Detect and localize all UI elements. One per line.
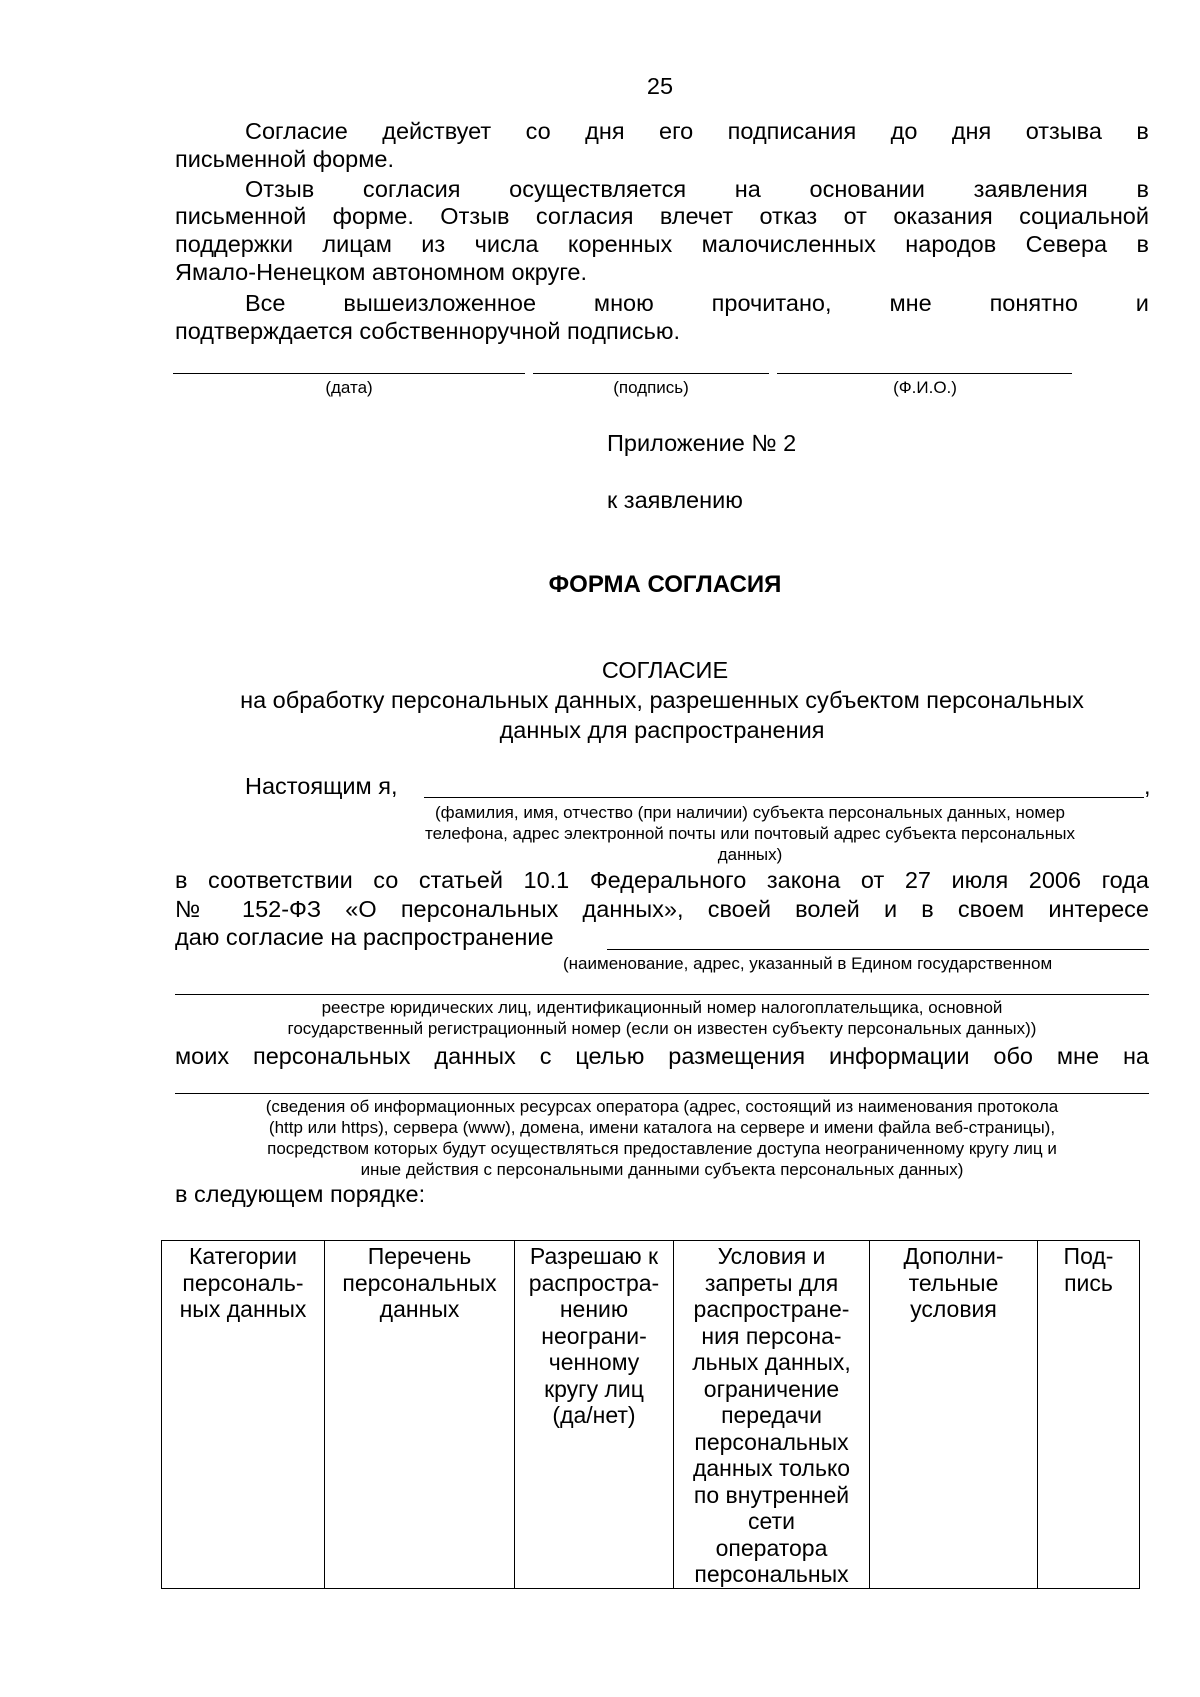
resource-hint-line1: (сведения об информационных ресурсах оператора (адрес, состоящий из наименования протокола bbox=[265, 1097, 1059, 1116]
header-signature: Под- пись bbox=[1038, 1241, 1140, 1589]
consent-table bbox=[161, 1240, 1140, 1589]
header-list: Перечень персональных данных bbox=[325, 1241, 515, 1589]
appendix-subtitle: к заявлению bbox=[607, 487, 743, 513]
subject-hint-line3: данных) bbox=[717, 845, 783, 864]
operator-blank-line2 bbox=[175, 994, 1149, 995]
resource-hint-line4: иные действия с персональными данными субъекта персональных данных) bbox=[360, 1160, 964, 1179]
operator-hint-line2: реестре юридических лиц, идентификационный номер налогоплательщика, основной bbox=[321, 998, 1003, 1017]
para2-line2: письменной форме. Отзыв согласия влечет отказ от оказания социальной bbox=[175, 203, 1149, 229]
para2-line4: Ямало-Ненецком автономном округе. bbox=[175, 259, 588, 285]
resource-hint-line2: (http или https), сервера (www), домена, имени каталога на сервере и имени файла веб-страницы), bbox=[268, 1118, 1056, 1137]
appendix-title: Приложение № 2 bbox=[607, 430, 797, 456]
fio-label: (Ф.И.О.) bbox=[893, 378, 957, 397]
fio-line bbox=[777, 373, 1072, 374]
form-title: ФОРМА СОГЛАСИЯ bbox=[548, 571, 782, 598]
signature-line bbox=[533, 373, 769, 374]
para1-line2: письменной форме. bbox=[175, 146, 394, 172]
intro-text: Настоящим я, bbox=[245, 773, 398, 799]
subject-hint-line1: (фамилия, имя, отчество (при наличии) субъекта персональных данных, номер bbox=[434, 803, 1065, 822]
para2-line3: поддержки лицам из числа коренных малочисленных народов Севера в bbox=[175, 231, 1149, 257]
resource-blank-line bbox=[175, 1093, 1149, 1094]
law-line3: даю согласие на распространение bbox=[175, 924, 554, 950]
table-header-row bbox=[162, 1241, 1140, 1589]
law-line1: в соответствии со статьей 10.1 Федерального закона от 27 июля 2006 года bbox=[175, 867, 1149, 893]
date-label: (дата) bbox=[325, 378, 373, 397]
operator-hint-line3: государственный регистрационный номер (если он известен субъекту персональных данных)) bbox=[287, 1019, 1037, 1038]
resource-hint-line3: посредством которых будут осуществляться предоставление доступа неограниченному кругу лиц и bbox=[267, 1139, 1057, 1158]
consent-subtitle-line2: данных для распространения bbox=[499, 717, 825, 743]
consent-subtitle-line1: на обработку персональных данных, разрешенных субъектом персональных bbox=[240, 687, 1084, 713]
header-conditions: Условия и запреты для распростране- ния персона- льных данных, ограничение передачи персональных данных только по внутренней сети оператора персональных bbox=[674, 1241, 870, 1589]
para3-line1: Все вышеизложенное мною прочитано, мне понятно и bbox=[245, 290, 1149, 316]
subject-hint-line2: телефона, адрес электронной почты или почтовый адрес субъекта персональных bbox=[424, 824, 1076, 843]
order-line: в следующем порядке: bbox=[175, 1181, 426, 1207]
header-categories: Категории персональ- ных данных bbox=[162, 1241, 325, 1589]
para2-line1: Отзыв согласия осуществляется на основании заявления в bbox=[245, 176, 1149, 202]
para3-line2: подтверждается собственноручной подписью. bbox=[175, 318, 681, 344]
law-line2: № 152-ФЗ «О персональных данных», своей волей и в своем интересе bbox=[175, 896, 1149, 922]
purpose-line: моих персональных данных с целью размещения информации обо мне на bbox=[175, 1043, 1149, 1069]
para1-line1: Согласие действует со дня его подписания до дня отзыва в bbox=[245, 118, 1149, 144]
header-additional: Дополни- тельные условия bbox=[870, 1241, 1038, 1589]
operator-hint-line1: (наименование, адрес, указанный в Едином государственном bbox=[563, 954, 1053, 973]
subject-blank-line bbox=[424, 797, 1144, 798]
intro-comma: , bbox=[1144, 773, 1151, 799]
date-line bbox=[173, 373, 525, 374]
page-number: 25 bbox=[646, 73, 674, 99]
header-permission: Разрешаю к распростра- нению неограни- ченному кругу лиц (да/нет) bbox=[515, 1241, 674, 1589]
operator-blank-line bbox=[607, 949, 1149, 950]
consent-title: СОГЛАСИЕ bbox=[601, 657, 729, 683]
signature-label: (подпись) bbox=[613, 378, 689, 397]
